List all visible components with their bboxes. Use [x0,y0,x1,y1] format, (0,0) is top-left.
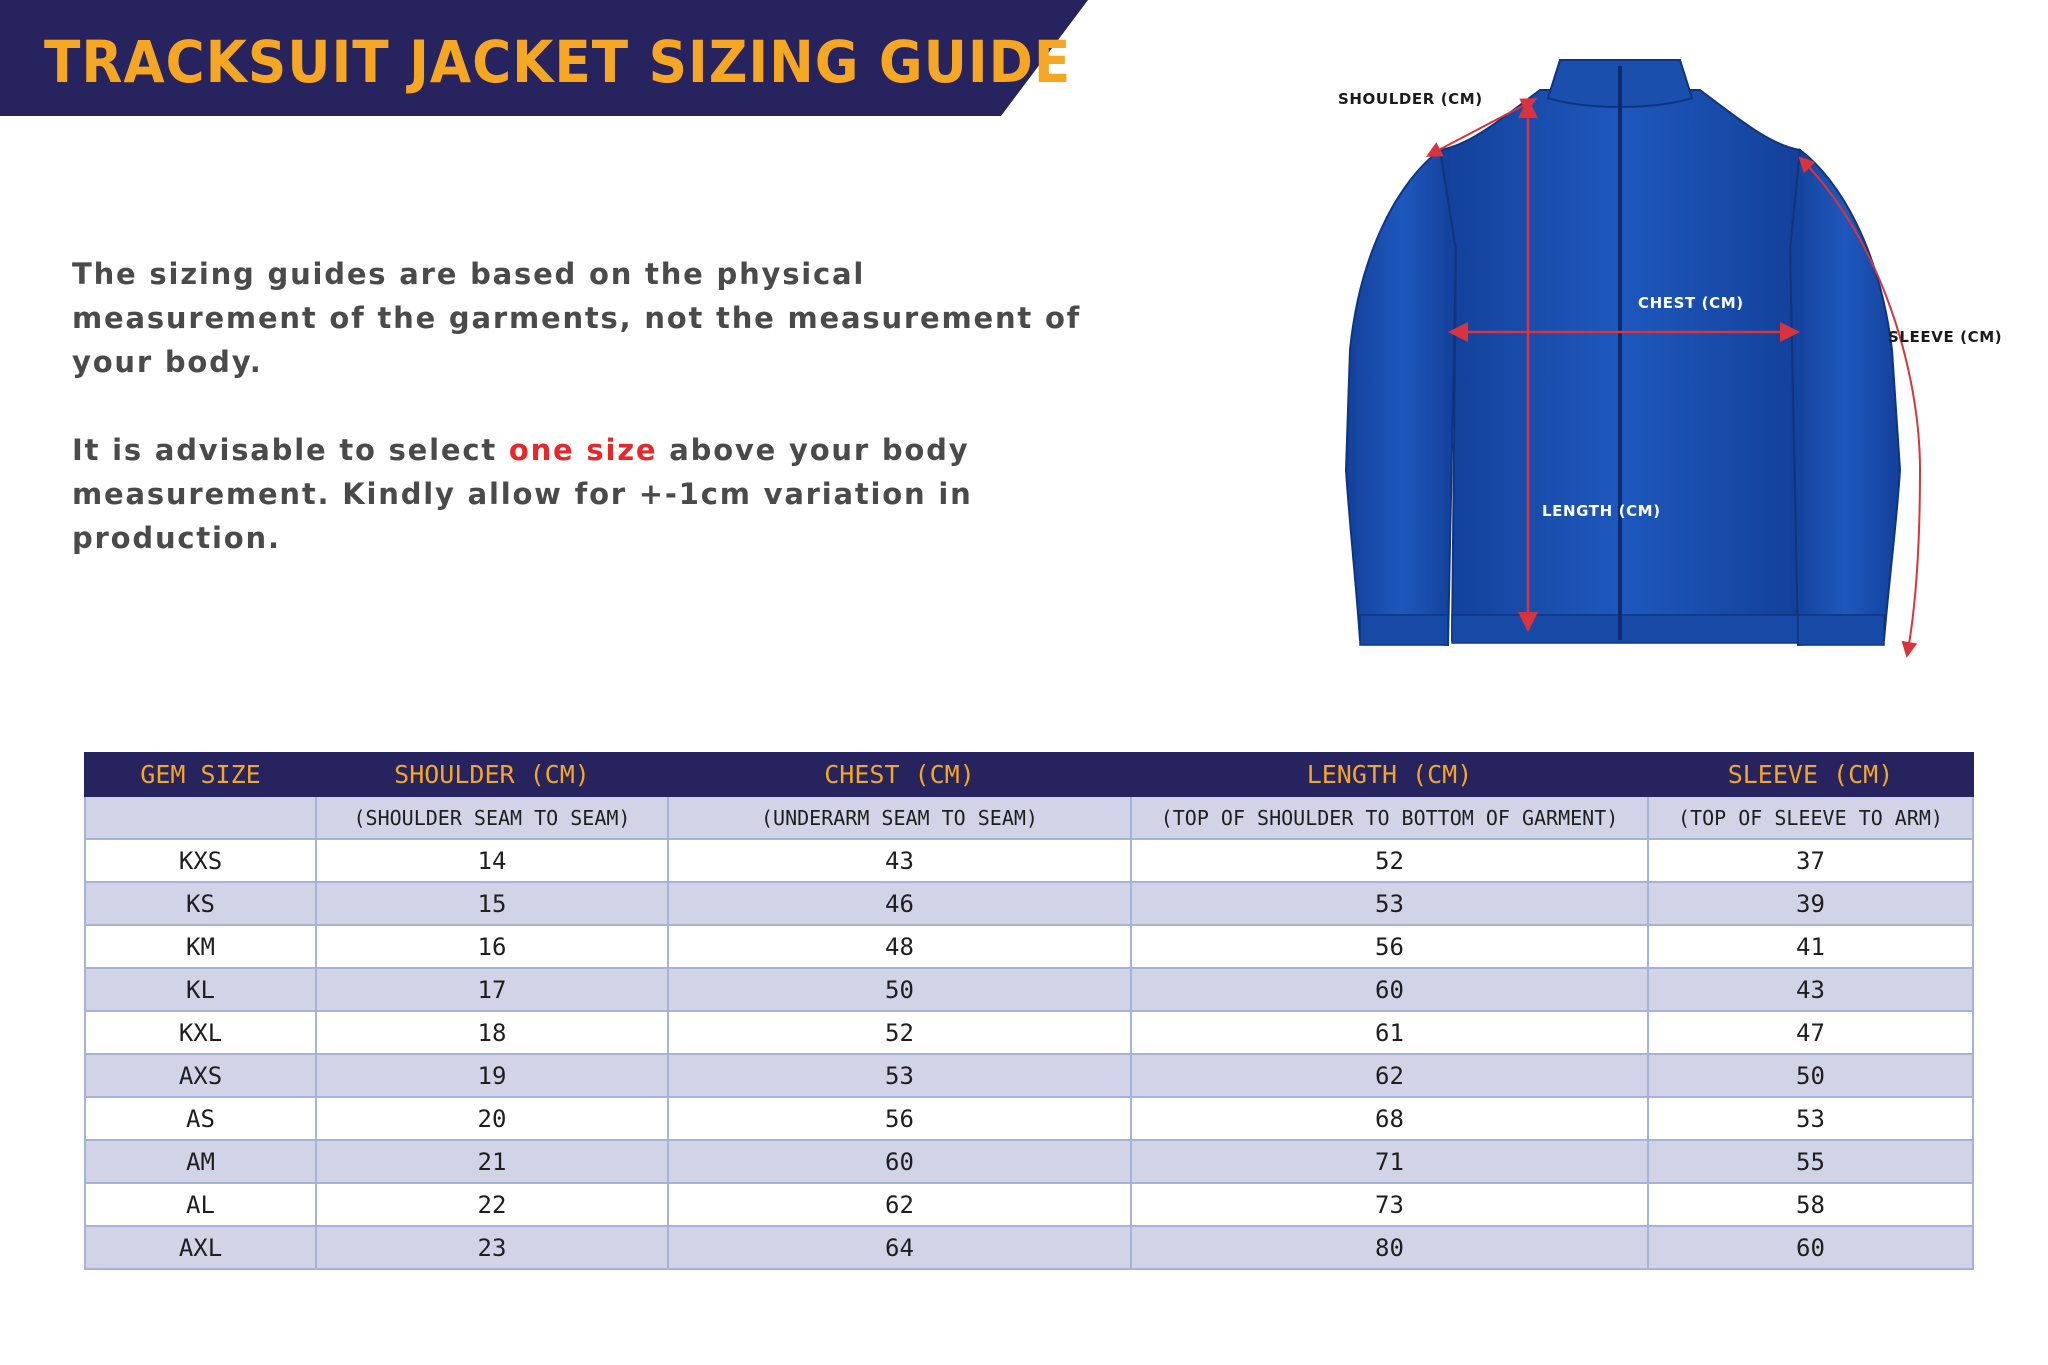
table-row [85,1054,1973,1097]
cell-shoulder: 23 [316,1226,668,1269]
cell-length: 53 [1131,882,1648,925]
table-row [85,882,1973,925]
cell-chest: 56 [668,1097,1131,1140]
cell-length: 52 [1131,839,1648,882]
waistband [1452,615,1798,643]
subheader-shoulder: (SHOULDER SEAM TO SEAM) [316,796,668,839]
jacket-illustration [1320,50,2020,660]
cell-length: 71 [1131,1140,1648,1183]
cell-size: AXS [85,1054,316,1097]
left-sleeve [1346,150,1456,645]
one-size-highlight: one size [508,433,658,467]
cell-shoulder: 16 [316,925,668,968]
cell-size: KS [85,882,316,925]
cell-sleeve: 58 [1648,1183,1973,1226]
cell-sleeve: 37 [1648,839,1973,882]
cell-size: AS [85,1097,316,1140]
chest-label: CHEST (CM) [1638,294,1744,312]
cell-size: KXL [85,1011,316,1054]
cell-chest: 64 [668,1226,1131,1269]
cell-length: 56 [1131,925,1648,968]
table-row [85,839,1973,882]
intro-paragraph-1: The sizing guides are based on the physical measurement of the garments, not the measurement of your body. [72,257,1082,379]
subheader-row [85,796,1973,839]
intro-p2-start: It is advisable to select [72,433,509,467]
subheader-size [85,796,316,839]
cell-size: AXL [85,1226,316,1269]
cell-chest: 52 [668,1011,1131,1054]
cell-shoulder: 22 [316,1183,668,1226]
cell-length: 80 [1131,1226,1648,1269]
table-row [85,968,1973,1011]
cell-sleeve: 53 [1648,1097,1973,1140]
table-row [85,925,1973,968]
cell-chest: 53 [668,1054,1131,1097]
intro-text [72,252,1082,604]
cell-length: 73 [1131,1183,1648,1226]
table-row [85,1140,1973,1183]
subheader-length: (TOP OF SHOULDER TO BOTTOM OF GARMENT) [1131,796,1648,839]
cell-shoulder: 17 [316,968,668,1011]
col-header-length: LENGTH (CM) [1131,753,1648,796]
cell-sleeve: 39 [1648,882,1973,925]
cell-shoulder: 21 [316,1140,668,1183]
cell-sleeve: 47 [1648,1011,1973,1054]
shoulder-label: SHOULDER (CM) [1338,90,1483,108]
jacket-diagram [1320,50,2020,660]
intro-p2-end: above your body measurement. Kindly allow for +-1cm variation in production. [72,433,973,555]
cell-shoulder: 18 [316,1011,668,1054]
intro-paragraph-2 [72,428,1082,560]
cell-chest: 60 [668,1140,1131,1183]
col-header-sleeve: SLEEVE (CM) [1648,753,1973,796]
cell-sleeve: 55 [1648,1140,1973,1183]
subheader-chest: (UNDERARM SEAM TO SEAM) [668,796,1131,839]
cell-chest: 46 [668,882,1131,925]
cell-chest: 50 [668,968,1131,1011]
cell-chest: 43 [668,839,1131,882]
table-row [85,1183,1973,1226]
sleeve-label: SLEEVE (CM) [1888,328,2003,346]
cell-sleeve: 50 [1648,1054,1973,1097]
cell-chest: 48 [668,925,1131,968]
left-cuff [1360,615,1448,645]
col-header-shoulder: SHOULDER (CM) [316,753,668,796]
cell-shoulder: 14 [316,839,668,882]
col-header-chest: CHEST (CM) [668,753,1131,796]
table-row [85,1011,1973,1054]
cell-size: KXS [85,839,316,882]
cell-size: AL [85,1183,316,1226]
length-label: LENGTH (CM) [1542,502,1661,520]
right-sleeve [1790,150,1900,645]
cell-shoulder: 19 [316,1054,668,1097]
cell-sleeve: 60 [1648,1226,1973,1269]
subheader-sleeve: (TOP OF SLEEVE TO ARM) [1648,796,1973,839]
cell-length: 62 [1131,1054,1648,1097]
cell-sleeve: 43 [1648,968,1973,1011]
size-table [84,752,1974,1270]
cell-chest: 62 [668,1183,1131,1226]
right-cuff [1798,615,1884,645]
cell-length: 60 [1131,968,1648,1011]
cell-size: AM [85,1140,316,1183]
header-row [85,753,1973,796]
cell-size: KM [85,925,316,968]
cell-size: KL [85,968,316,1011]
page-title: TRACKSUIT JACKET SIZING GUIDE [44,28,1072,96]
cell-shoulder: 20 [316,1097,668,1140]
cell-sleeve: 41 [1648,925,1973,968]
cell-shoulder: 15 [316,882,668,925]
cell-length: 61 [1131,1011,1648,1054]
table-row [85,1097,1973,1140]
col-header-size: GEM SIZE [85,753,316,796]
cell-length: 68 [1131,1097,1648,1140]
table-row [85,1226,1973,1269]
